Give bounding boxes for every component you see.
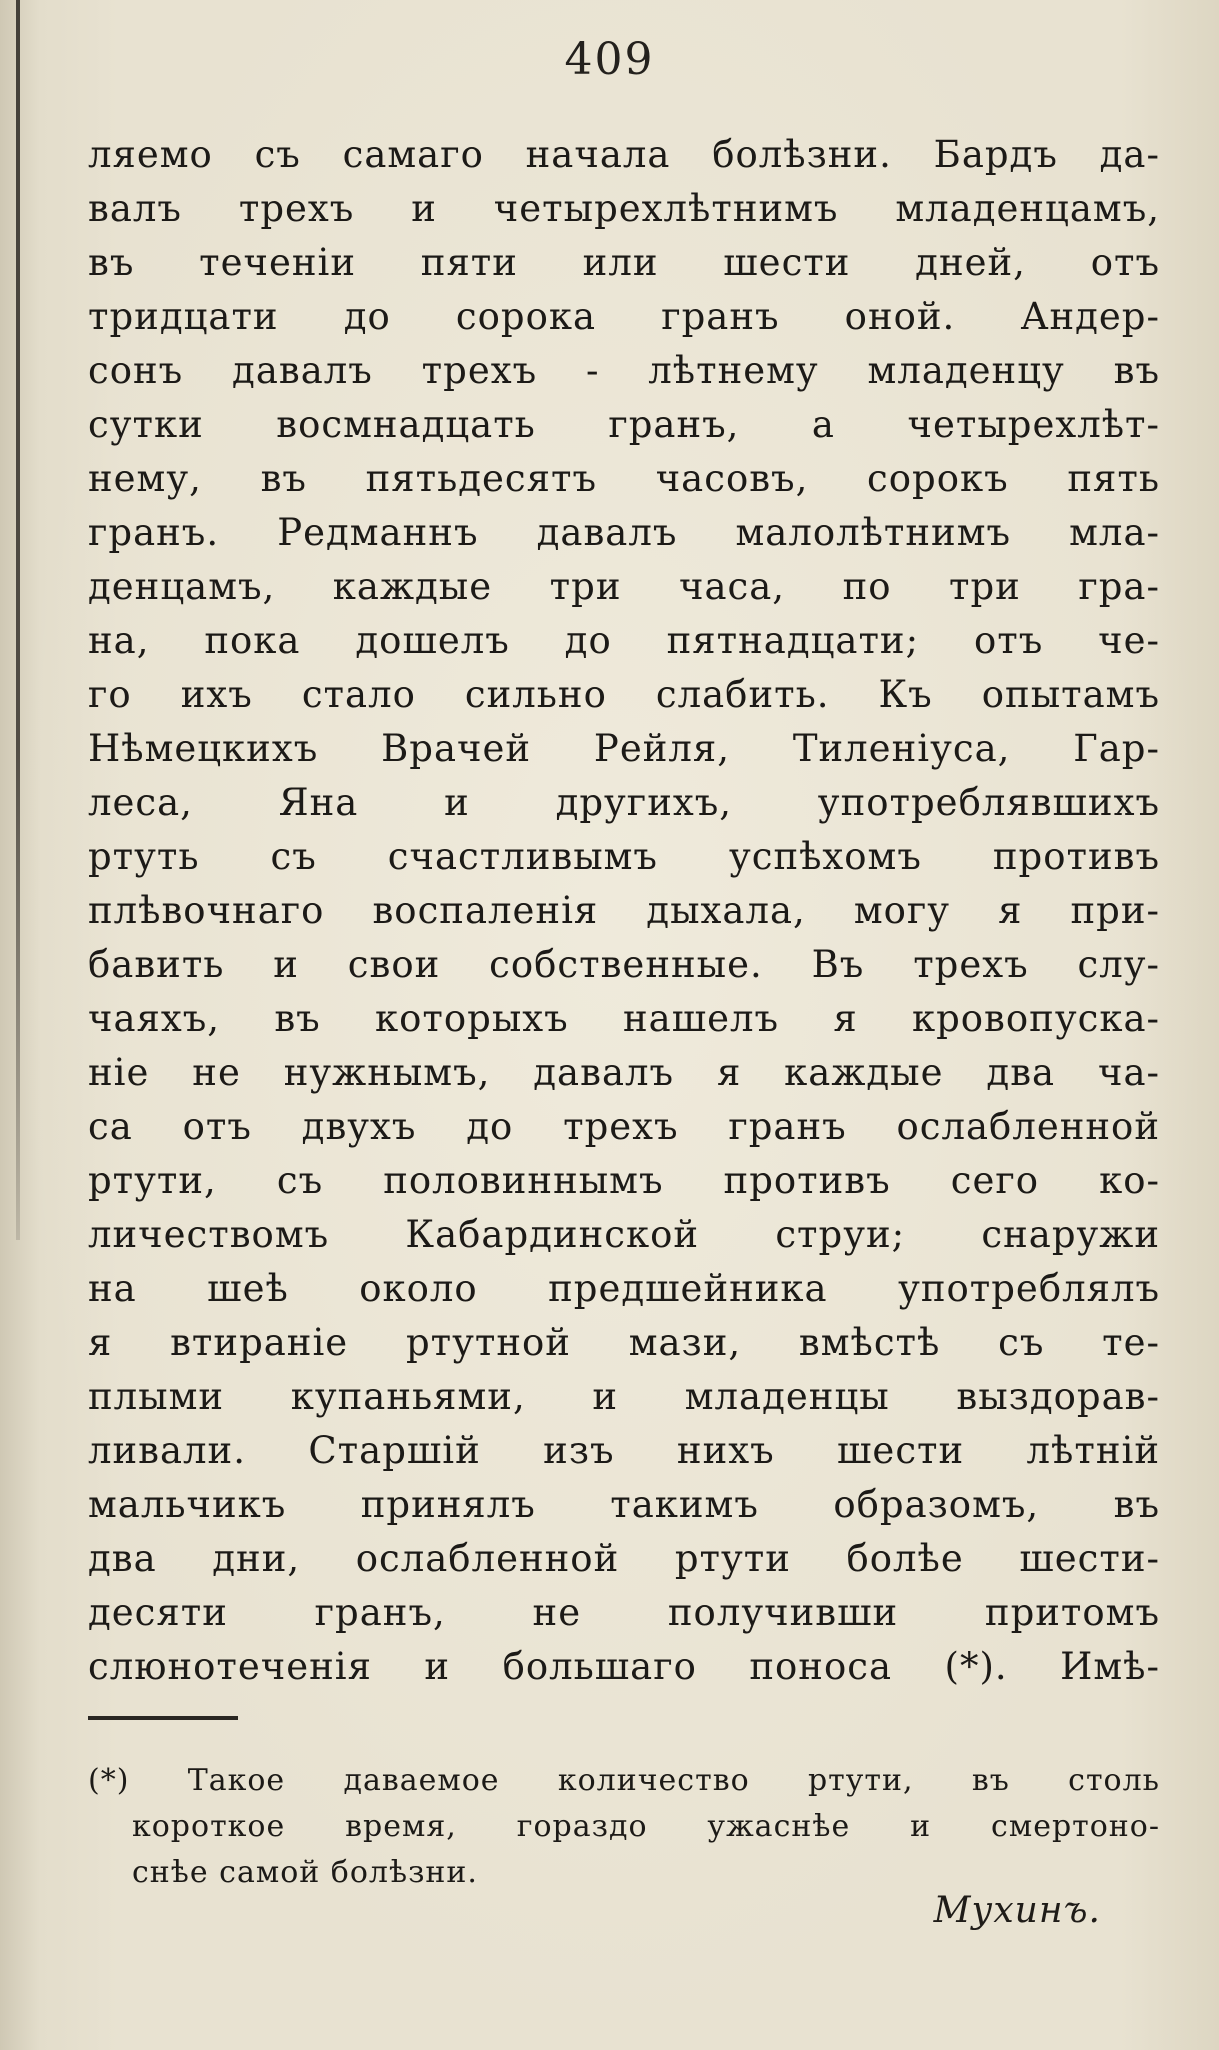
binding-edge [16,0,20,1240]
text-line: ніе не нужнымъ, давалъ я каждые два ча- [88,1051,1160,1094]
text-line: два дни, ослабленной ртути болѣе шести- [88,1537,1160,1580]
body-text [88,128,1160,1694]
text-line: десяти гранъ, не получивши притомъ [88,1591,1160,1634]
text-line: въ теченіи пяти или шести дней, отъ [88,241,1160,284]
text-line: мальчикъ принялъ такимъ образомъ, въ [88,1483,1160,1526]
text-line: нему, въ пятьдесятъ часовъ, сорокъ пять [88,457,1160,500]
text-line: гранъ. Редманнъ давалъ малолѣтнимъ мла- [88,511,1160,554]
text-line: ляемо съ самаго начала болѣзни. Бардъ да- [88,133,1160,176]
page-number: 409 [564,34,655,85]
text-line: леса, Яна и другихъ, употреблявшихъ [88,781,1160,824]
footnote [88,1758,1160,1896]
text-line: го ихъ стало сильно слабить. Къ опытамъ [88,673,1160,716]
text-line: на шеѣ около предшейника употреблялъ [88,1267,1160,1310]
text-line: са отъ двухъ до трехъ гранъ ослабленной [88,1105,1160,1148]
footnote-signature: Мухинъ. [933,1890,1101,1931]
text-line: я втираніе ртутной мази, вмѣстѣ съ те- [88,1321,1160,1364]
text-line: личествомъ Кабардинской струи; снаружи [88,1213,1160,1256]
text-line: Нѣмецкихъ Врачей Рейля, Тиленіуса, Гар- [88,727,1160,770]
text-line: сонъ давалъ трехъ - лѣтнему младенцу въ [88,349,1160,392]
text-line: плыми купаньями, и младенцы выздорав- [88,1375,1160,1418]
text-line: чаяхъ, въ которыхъ нашелъ я кровопуска- [88,997,1160,1040]
text-line: сутки восмнадцать гранъ, а четырехлѣт- [88,403,1160,446]
footnote-line: (*) Такое даваемое количество ртути, въ столь [88,1763,1160,1798]
text-line: тридцати до сорока гранъ оной. Андер- [88,295,1160,338]
footnote-line: снѣе самой болѣзни. [132,1855,478,1890]
text-line: ртути, съ половиннымъ противъ сего ко- [88,1159,1160,1202]
text-line: ртуть съ счастливымъ успѣхомъ противъ [88,835,1160,878]
text-line: ливали. Старшій изъ нихъ шести лѣтній [88,1429,1160,1472]
text-line: валъ трехъ и четырехлѣтнимъ младенцамъ, [88,187,1160,230]
text-line: бавить и свои собственные. Въ трехъ слу- [88,943,1160,986]
text-line: денцамъ, каждые три часа, по три гра- [88,565,1160,608]
footnote-line: короткое время, гораздо ужаснѣе и смертоно- [132,1809,1160,1844]
footnote-divider [88,1716,238,1720]
text-line: плѣвочнаго воспаленія дыхала, могу я при- [88,889,1160,932]
text-line: на, пока дошелъ до пятнадцати; отъ че- [88,619,1160,662]
text-line: слюнотеченія и большаго поноса (*). Имѣ- [88,1645,1160,1688]
